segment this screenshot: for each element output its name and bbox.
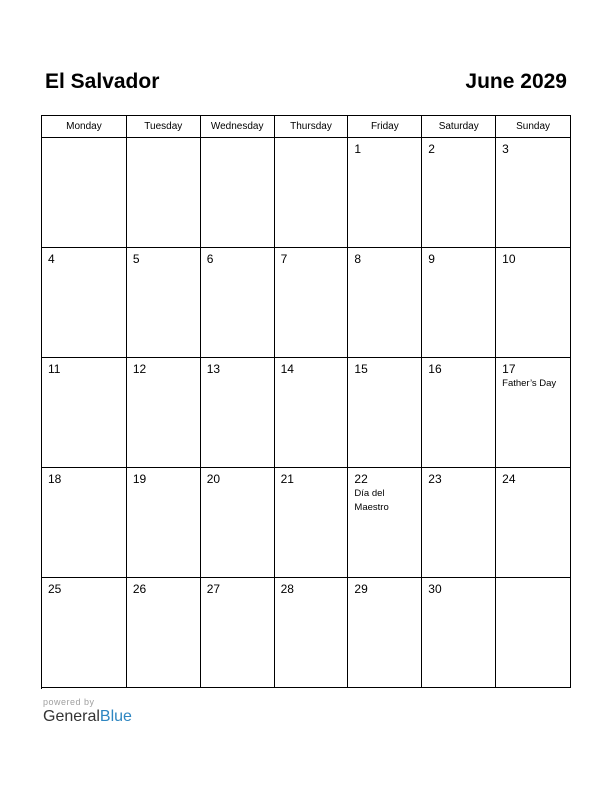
- day-number: 20: [206, 472, 221, 486]
- day-cell: [348, 358, 422, 468]
- day-number: 22: [354, 472, 368, 486]
- weekday-wednesday: Wednesday: [201, 116, 275, 138]
- day-number: 24: [502, 472, 516, 486]
- day-number: 16: [428, 362, 442, 376]
- day-number: 23: [428, 472, 442, 486]
- day-number: 2: [428, 142, 435, 156]
- powered-by-text: powered by: [43, 697, 95, 707]
- day-cell: [275, 578, 349, 688]
- day-number: 9: [428, 252, 435, 266]
- day-cell: [275, 358, 349, 468]
- day-number: 17: [502, 362, 516, 376]
- day-cell: [201, 138, 275, 248]
- calendar-grid: [41, 115, 571, 689]
- day-cell: [42, 248, 127, 358]
- week-row-5: [42, 578, 571, 688]
- day-cell: [201, 468, 275, 578]
- day-cell: [275, 248, 349, 358]
- day-number: 29: [354, 582, 368, 596]
- day-cell: [201, 358, 275, 468]
- day-cell: [275, 468, 349, 578]
- day-cell: [496, 138, 571, 248]
- day-number: 10: [502, 252, 516, 266]
- day-cell: [42, 358, 127, 468]
- month-title: June 2029: [465, 70, 567, 93]
- weekday-saturday: Saturday: [422, 116, 496, 138]
- day-number: 12: [132, 362, 147, 376]
- weekday-thursday: Thursday: [275, 116, 349, 138]
- weekday-tuesday: Tuesday: [127, 116, 201, 138]
- day-cell: [127, 578, 201, 688]
- day-cell: [127, 468, 201, 578]
- day-number: 4: [48, 252, 55, 266]
- day-number: 19: [132, 472, 147, 486]
- day-number: 21: [280, 472, 294, 486]
- weekday-friday: Friday: [348, 116, 422, 138]
- day-number: 26: [132, 582, 147, 596]
- day-number: 8: [354, 252, 362, 266]
- day-cell: [127, 138, 201, 248]
- day-number: 1: [354, 142, 362, 156]
- day-number: 6: [206, 252, 214, 266]
- day-number: 14: [280, 362, 294, 376]
- day-number: 28: [280, 582, 294, 596]
- day-cell: [348, 138, 422, 248]
- day-cell: [348, 468, 422, 578]
- day-cell: [348, 578, 422, 688]
- week-row-4: [42, 468, 571, 578]
- day-cell: [496, 468, 571, 578]
- day-number: 27: [206, 582, 221, 596]
- day-cell: [127, 358, 201, 468]
- holiday-fathers-day: Father’s Day: [502, 378, 557, 389]
- day-number: 13: [206, 362, 221, 376]
- weekday-sunday: Sunday: [496, 116, 571, 138]
- day-cell: [201, 248, 275, 358]
- brand-name-blue: Blue: [99, 708, 132, 725]
- day-number: 11: [48, 362, 61, 376]
- day-cell: [127, 248, 201, 358]
- day-cell: [496, 578, 571, 688]
- day-cell: [275, 138, 349, 248]
- day-number: 3: [502, 142, 509, 156]
- day-cell: [422, 578, 496, 688]
- weekday-header-row: [42, 116, 571, 138]
- day-cell: [201, 578, 275, 688]
- day-number: 7: [280, 252, 288, 266]
- week-row-3: [42, 358, 571, 468]
- brand-logo: [43, 708, 132, 726]
- brand-name-general: General: [43, 708, 100, 725]
- holiday-dia-del-maestro: Día del Maestro: [354, 488, 389, 513]
- weekday-monday: Monday: [42, 116, 127, 138]
- day-number: 15: [354, 362, 368, 376]
- week-row-1: [42, 138, 571, 248]
- day-cell: [422, 138, 496, 248]
- day-cell: [496, 248, 571, 358]
- day-cell: [422, 468, 496, 578]
- day-cell: [42, 468, 127, 578]
- day-cell: [348, 248, 422, 358]
- day-cell: [42, 138, 127, 248]
- footer-branding: [43, 697, 132, 726]
- day-number: 25: [48, 582, 62, 596]
- day-cell: [42, 578, 127, 688]
- day-number: 30: [428, 582, 442, 596]
- day-cell: [422, 248, 496, 358]
- day-number: 18: [48, 472, 62, 486]
- calendar-header: [41, 70, 571, 100]
- country-title: El Salvador: [45, 70, 160, 93]
- day-number: 5: [132, 252, 140, 266]
- week-row-2: [42, 248, 571, 358]
- day-cell: [496, 358, 571, 468]
- day-cell: [422, 358, 496, 468]
